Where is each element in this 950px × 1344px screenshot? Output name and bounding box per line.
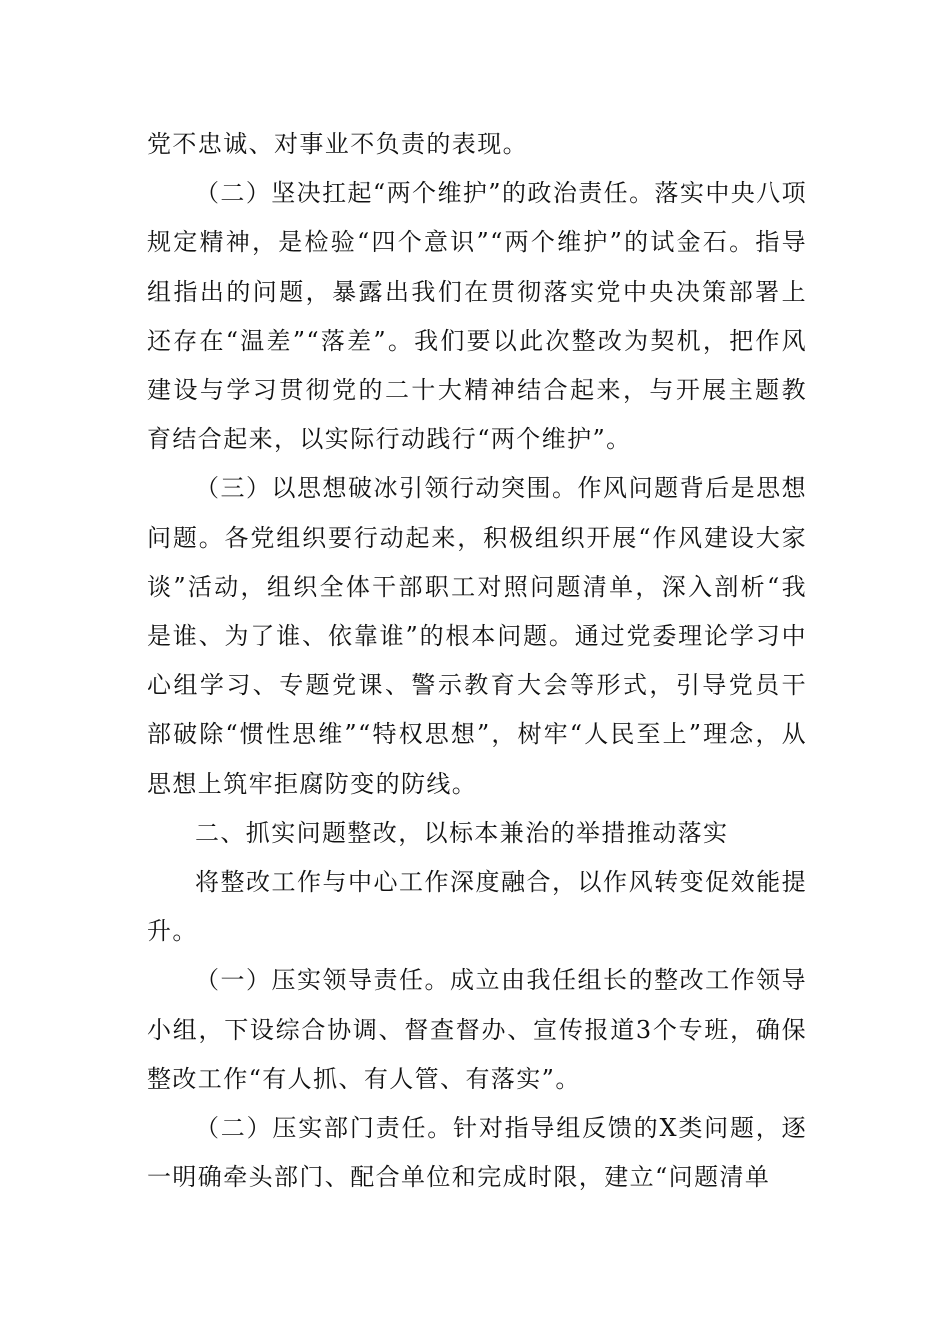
paragraph-ideological-breakthrough: （三）以思想破冰引领行动突围。作风问题背后是思想问题。各党组织要行动起来，积极组织开展“作风建设大家谈”活动，组织全体干部职工对照问题清单，深入剖析“我是谁、为了谁、依靠谁”的根本问题。通过党委理论学习中心组学习、专题党课、警示教育大会等形式，引导党员干部破除“惯性思维”“特权思想”，树牢“人民至上”理念，从思想上筑牢拒腐防变的防线。 (147, 474, 807, 798)
paragraph-integration: 将整改工作与中心工作深度融合，以作风转变促效能提升。 (147, 868, 807, 946)
paragraph-leadership-responsibility: （一）压实领导责任。成立由我任组长的整改工作领导小组，下设综合协调、督查督办、宣传报道3个专班，确保整改工作“有人抓、有人管、有落实”。 (147, 966, 807, 1093)
paragraph-political-responsibility: （二）坚决扛起“两个维护”的政治责任。落实中央八项规定精神，是检验“四个意识”“两个维护”的试金石。指导组指出的问题，暴露出我们在贯彻落实党中央决策部署上还存在“温差”“落差”。我们要以此次整改为契机，把作风建设与学习贯彻党的二十大精神结合起来，与开展主题教育结合起来，以实际行动践行“两个维护”。 (147, 179, 807, 454)
paragraph-continuation: 党不忠诚、对事业不负责的表现。 (147, 130, 528, 158)
paragraph-department-responsibility: （二）压实部门责任。针对指导组反馈的X类问题，逐一明确牵头部门、配合单位和完成时限，建立“问题清单 (147, 1114, 807, 1192)
document-body (147, 120, 807, 1202)
section-heading-rectification: 二、抓实问题整改，以标本兼治的举措推动落实 (195, 818, 729, 847)
